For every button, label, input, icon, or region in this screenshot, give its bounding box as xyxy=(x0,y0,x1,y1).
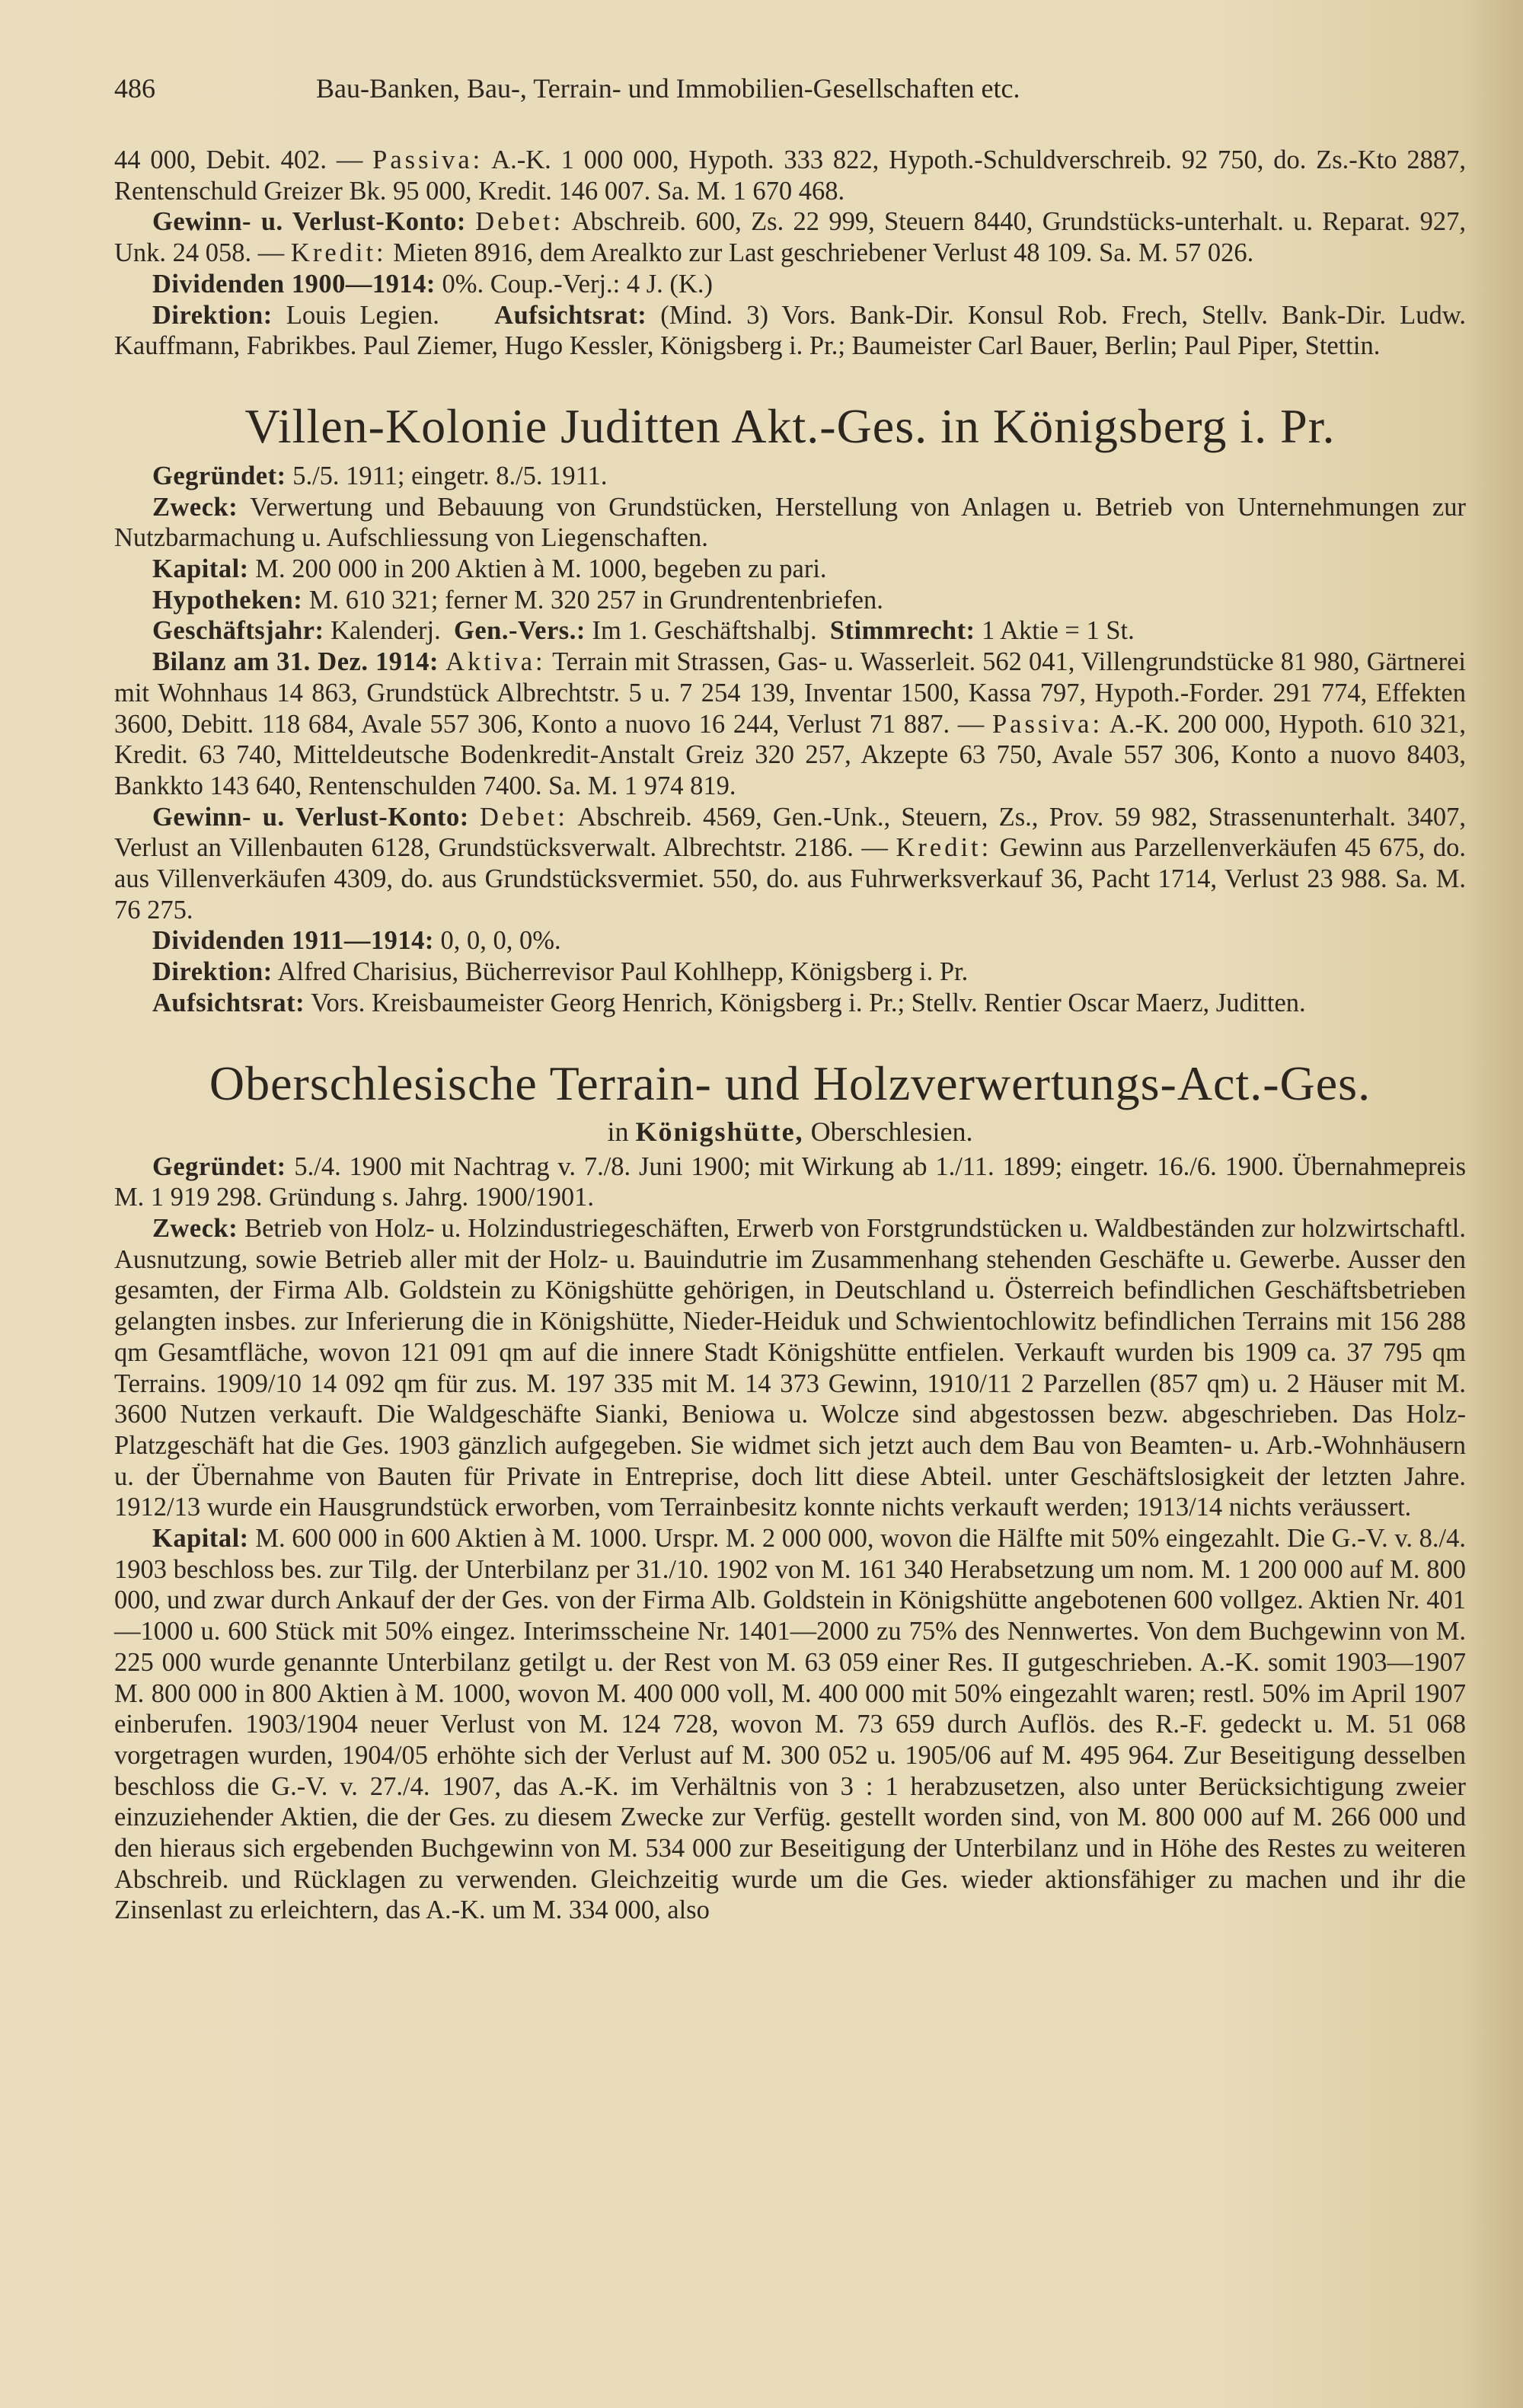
company-title: Villen-Kolonie Juditten Akt.-Ges. in Königsberg i. Pr. xyxy=(244,398,1336,453)
zweck-text: Verwertung und Bebauung von Grundstücken, Herstellung von Anlagen u. Betrieb von Unternehmungen zur Nutzbarmachung u. Aufschliessung von Liegenschaften. xyxy=(114,492,1466,553)
dividenden-text: 0, 0, 0, 0%. xyxy=(440,926,561,956)
gv-debet-label: Debet: xyxy=(475,207,564,237)
passiva-text: A.-K. 1 000 000, Hypoth. 333 822, Hypoth.-Schuldverschreib. 92 750, do. Zs.-Kto 2887, Rentenschuld Greizer Bk. 95 000, Kredit. 146 007. Sa. M. 1 670 468. xyxy=(114,145,1466,206)
kapital-text: M. 200 000 in 200 Aktien à M. 1000, begeben zu pari. xyxy=(255,554,827,584)
gv-kredit-label: Kredit: xyxy=(290,238,387,268)
kapital-label: Kapital: xyxy=(152,554,249,584)
kapital-label: Kapital: xyxy=(152,1524,249,1554)
stimmrecht-text: 1 Aktie = 1 St. xyxy=(982,616,1135,646)
section-previous-company xyxy=(114,145,1466,362)
dividenden-paragraph xyxy=(114,925,1466,956)
hypotheken-label: Hypotheken: xyxy=(152,585,303,615)
aktiva-label: Aktiva: xyxy=(445,647,546,677)
bilanz-label: Bilanz am 31. Dez. 1914: xyxy=(152,647,439,677)
gegruendet-label: Gegründet: xyxy=(152,461,286,490)
aufsichtsrat-paragraph xyxy=(114,988,1466,1019)
aufsichtsrat-label: Aufsichtsrat: xyxy=(494,300,647,330)
gegruendet-label: Gegründet: xyxy=(152,1151,286,1181)
geschaeftsjahr-label: Geschäftsjahr: xyxy=(152,616,324,646)
location-region: Oberschlesien. xyxy=(810,1116,973,1147)
gegruendet-text: 5./5. 1911; eingetr. 8./5. 1911. xyxy=(292,461,608,490)
passiva-label: Passiva: xyxy=(991,709,1103,739)
genvers-text: Im 1. Geschäftshalbj. xyxy=(592,616,817,646)
geschaeftsjahr-paragraph xyxy=(114,615,1466,647)
gegruendet-paragraph xyxy=(114,461,1466,492)
zweck-text: Betrieb von Holz- u. Holzindustriegeschäften, Erwerb von Forstgrundstücken u. Waldbeständen zur holzwirtschaftl. Ausnutzung, sowie Betrieb aller mit der Holz- u. Bauindutrie im Zusammenhang stehenden Geschäfte u. Gewerbe. Ausser den gesamten, der Firma Alb. Goldstein zu Königshütte gehörigen, in Deutschland u. Österreich befindlichen Geschäftsbetrieben gelangten insbes. zur Inferierung die in Königshütte, Nieder-Heiduk und Schwientochlowitz befindlichen Terrains mit 156 288 qm Gesamtfläche, wovon 121 091 qm auf die innere Stadt Königshütte entfielen. Verkauft wurden bis 1909 ca. 37 795 qm Terrains. 1909/10 14 092 qm für zus. M. 197 335 mit M. 14 373 Gewinn, 1910/11 2 Parzellen (857 qm) u. 2 Häuser mit M. 3600 Nutzen verkauft. Die Waldgeschäfte Sianki, Beniowa u. Wolcze sind abgestossen bezw. abgeschrieben. Das Holz-Platzgeschäft hat die Ges. 1903 gänzlich aufgegeben. Sie widmet sich jetzt auch dem Bau von Beamten- u. Arb.-Wohnhäusern u. der Übernahme von Bauten für Private in Entreprise, doch litt diese Abteil. unter Geschäftslosigkeit der letzten Jahre. 1912/13 wurde ein Hausgrundstück erworben, vom Terrainbesitz konnte nichts verkauft werden; 1913/14 nichts veräussert. xyxy=(114,1213,1466,1522)
direktion-paragraph xyxy=(114,300,1466,362)
location-prefix: in xyxy=(607,1116,629,1147)
running-title: Bau-Banken, Bau-, Terrain- und Immobilien-Gesellschaften etc. xyxy=(316,73,1020,104)
zweck-paragraph xyxy=(114,1213,1466,1523)
direktion-label: Direktion: xyxy=(152,300,273,330)
company-title: Oberschlesische Terrain- und Holzverwertungs-Act.-Ges. xyxy=(209,1055,1371,1110)
dividenden-label: Dividenden 1911—1914: xyxy=(152,926,434,956)
passiva-paragraph xyxy=(114,145,1466,206)
bilanz-paragraph xyxy=(114,647,1466,802)
passiva-label: Passiva: xyxy=(372,145,484,174)
gv-label: Gewinn- u. Verlust-Konto: xyxy=(152,207,466,237)
running-head xyxy=(114,72,1466,145)
page-content xyxy=(114,72,1466,1926)
section-oberschlesische xyxy=(114,1055,1466,1927)
gegruendet-text: 5./4. 1900 mit Nachtrag v. 7./8. Juni 1900; mit Wirkung ab 1./11. 1899; eingetr. 16./6. 1900. Übernahmepreis M. 1 919 298. Gründung s. Jahrg. 1900/1901. xyxy=(114,1151,1466,1212)
kapital-paragraph xyxy=(114,554,1466,585)
zweck-label: Zweck: xyxy=(152,492,238,522)
direktion-text: Alfred Charisius, Bücherrevisor Paul Kohlhepp, Königsberg i. Pr. xyxy=(277,957,969,987)
gv-debet-label: Debet: xyxy=(480,802,568,832)
zweck-label: Zweck: xyxy=(152,1213,238,1243)
gv-label: Gewinn- u. Verlust-Konto: xyxy=(152,802,469,832)
gv-paragraph xyxy=(114,802,1466,926)
kapital-paragraph xyxy=(114,1523,1466,1926)
intro-text: 44 000, Debit. 402. — xyxy=(114,145,363,174)
dividenden-text: 0%. Coup.-Verj.: 4 J. (K.) xyxy=(442,269,713,299)
stimmrecht-label: Stimmrecht: xyxy=(829,616,975,646)
dividenden-label: Dividenden 1900—1914: xyxy=(152,269,436,299)
gv-kredit-text: Gewinn aus Parzellenverkäufen 45 675, do. aus Villenverkäufen 4309, do. aus Grundstücksvermiet. 550, do. aus Fuhrwerksverkauf 36, Pacht 1714, Verlust 23 988. Sa. M. 76 275. xyxy=(114,833,1467,925)
location-city: Königshütte, xyxy=(635,1116,804,1147)
hypotheken-text: M. 610 321; ferner M. 320 257 in Grundrentenbriefen. xyxy=(308,585,883,615)
zweck-paragraph xyxy=(114,492,1466,554)
gv-debet-text: Abschreib. 600, Zs. 22 999, Steuern 8440, Grundstücks-unterhalt. u. Reparat. 927, Unk. 24 058. — xyxy=(114,207,1466,268)
gv-paragraph xyxy=(114,206,1466,268)
hypotheken-paragraph xyxy=(114,585,1466,616)
kapital-text: M. 600 000 in 600 Aktien à M. 1000. Urspr. M. 2 000 000, wovon die Hälfte mit 50% eingezahlt. Die G.-V. v. 8./4. 1903 beschloss bes. zur Tilg. der Unterbilanz per 31./10. 1902 von M. 161 340 Herabsetzung um nom. M. 1 200 000 auf M. 800 000, und zwar durch Ankauf der der Ges. von der Firma Alb. Goldstein in Königshütte angebotenen 600 vollgez. Aktien Nr. 401—1000 u. 600 Stück mit 50% eingez. Interimsscheine Nr. 1401—2000 zu 75% des Nennwertes. Von dem Buchgewinn von M. 225 000 wurde genannte Unterbilanz getilgt u. der Rest von M. 63 059 einer Res. II gutgeschrieben. A.-K. somit 1903—1907 M. 800 000 in 800 Aktien à M. 1000, wovon M. 400 000 voll, M. 400 000 mit 50% eingezahlt waren; restl. 50% im April 1907 einberufen. 1903/1904 neuer Verlust von M. 124 728, wovon M. 73 659 durch Auflös. des R.-F. gedeckt u. M. 51 068 vorgetragen wurden, 1904/05 erhöhte sich der Verlust auf M. 300 052 u. 1905/06 auf M. 495 964. Zur Beseitigung desselben beschloss die G.-V. v. 27./4. 1907, das A.-K. im Verhältnis von 3 : 1 herabzusetzen, also unter Berücksichtigung zweier einzuziehender Aktien, die der Ges. zu diesem Zwecke zur Verfüg. gestellt worden sind, von M. 800 000 auf M. 266 000 und den hieraus sich ergebenden Buchgewinn von M. 534 000 zur Beseitigung der Unterbilanz und in Höhe des Restes zu weiteren Abschreib. und Rücklagen zu verwenden. Gleichzeitig wurde um die Ges. wieder aktionsfähiger zu machen und ihr die Zinsenlast zu erleichtern, das A.-K. um M. 334 000, also xyxy=(114,1524,1466,1925)
direktion-text: Louis Legien. xyxy=(286,300,439,330)
aufsichtsrat-label: Aufsichtsrat: xyxy=(152,988,305,1017)
company-location xyxy=(114,1115,1466,1148)
section-villen-kolonie xyxy=(114,398,1466,1019)
gegruendet-paragraph xyxy=(114,1151,1466,1213)
genvers-label: Gen.-Vers.: xyxy=(453,616,586,646)
direktion-paragraph xyxy=(114,956,1466,988)
direktion-label: Direktion: xyxy=(152,957,273,987)
gv-kredit-text: Mieten 8916, dem Arealkto zur Last geschriebener Verlust 48 109. Sa. M. 57 026. xyxy=(393,238,1254,268)
aufsichtsrat-text: Vors. Kreisbaumeister Georg Henrich, Königsberg i. Pr.; Stellv. Rentier Oscar Maerz, Juditten. xyxy=(311,988,1306,1017)
gv-debet-text: Abschreib. 4569, Gen.-Unk., Steuern, Zs., Prov. 59 982, Strassenunterhalt. 3407, Verlust an Villenbauten 6128, Grundstücksverwalt. Albrechtstr. 2186. — xyxy=(114,802,1467,863)
page-number: 486 xyxy=(114,73,155,104)
gv-kredit-label: Kredit: xyxy=(896,833,992,863)
aufsichtsrat-text: (Mind. 3) Vors. Bank-Dir. Konsul Rob. Frech, Stellv. Bank-Dir. Ludw. Kauffmann, Fabrikbes. Paul Ziemer, Hugo Kessler, Königsberg i. Pr.; Baumeister Carl Bauer, Berlin; Paul Piper, Stettin. xyxy=(114,300,1467,361)
aktiva-text: Terrain mit Strassen, Gas- u. Wasserleit. 562 041, Villengrundstücke 81 980, Gärtnerei mit Wohnhaus 14 863, Grundstück Albrechtstr. 5 u. 7 254 139, Inventar 1500, Kassa 797, Hypoth.-Forder. 291 774, Effekten 3600, Debitt. 118 684, Avale 557 306, Konto a nuovo 16 244, Verlust 71 887. — xyxy=(114,647,1467,739)
geschaeftsjahr-text: Kalenderj. xyxy=(330,616,441,646)
passiva-text: A.-K. 200 000, Hypoth. 610 321, Kredit. 63 740, Mitteldeutsche Bodenkredit-Anstalt Greiz 320 257, Akzepte 63 750, Avale 557 306, Konto a nuovo 8403, Bankkto 143 640, Rentenschulden 7400. Sa. M. 1 974 819. xyxy=(114,709,1466,800)
dividenden-paragraph xyxy=(114,269,1466,300)
